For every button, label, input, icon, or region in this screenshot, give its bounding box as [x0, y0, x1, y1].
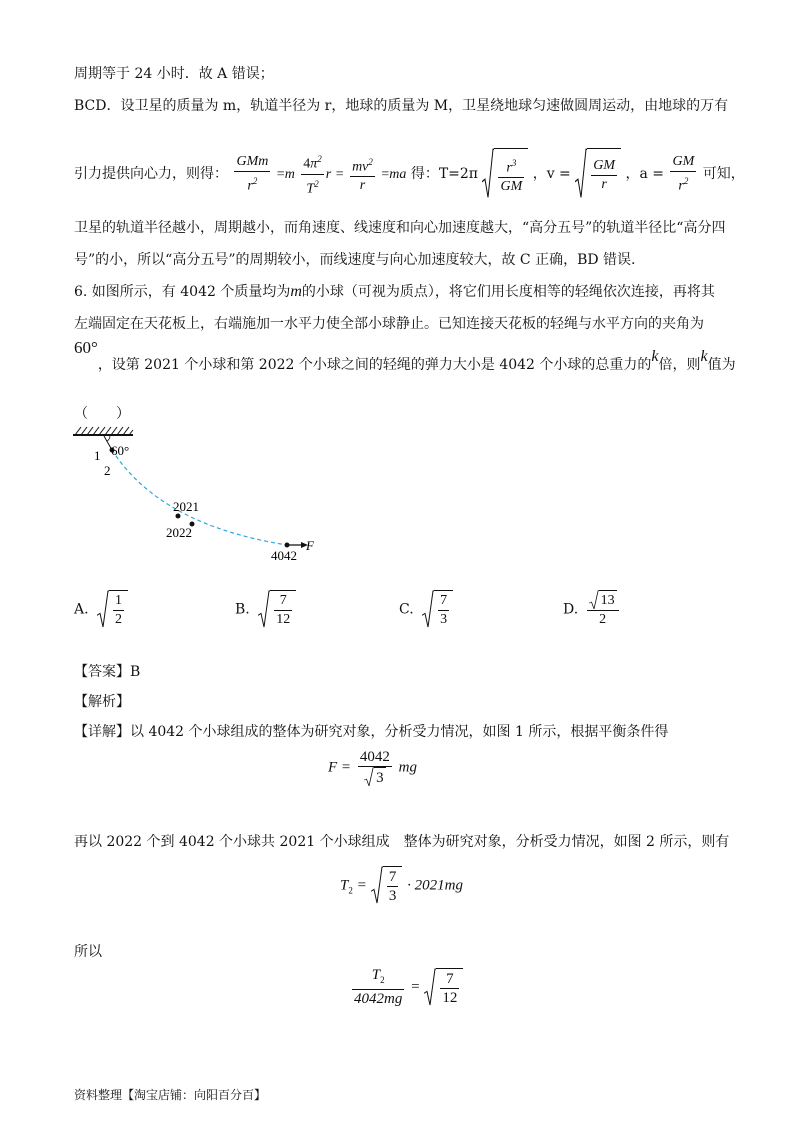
- eq-den: 3: [388, 888, 397, 904]
- text-fragment: 的小球（可视为质点），将它们用长度相等的轻绳依次连接，再将其: [301, 284, 715, 300]
- option-num: 13: [599, 590, 617, 610]
- text-fragment: 得：T=2π: [410, 166, 479, 182]
- text-fragment: 6. 如图所示，有 4042 个质量均为: [74, 284, 291, 300]
- eq-rhs: mg: [398, 759, 417, 776]
- text-line: 周期等于 24 小时．故 A 错误；: [74, 66, 274, 82]
- eq-num: 7: [388, 869, 397, 885]
- text-fragment: ，v =: [532, 166, 571, 182]
- eq-num: 4042: [359, 749, 390, 765]
- angle-arc: [107, 436, 110, 441]
- question-line: [74, 338, 736, 380]
- eq-sub: 2: [380, 975, 385, 985]
- ball-chain-diagram: [70, 425, 350, 570]
- option-den: 2: [599, 612, 607, 627]
- analysis-heading: 【解析】: [74, 694, 130, 710]
- text-fragment: 可知，: [702, 166, 745, 182]
- angle-value: 60°: [74, 338, 98, 357]
- option-den: 3: [440, 612, 448, 627]
- option-a: [74, 590, 128, 629]
- eq-num: T: [371, 967, 381, 983]
- option-b: [235, 590, 296, 629]
- answer-line: 【答案】B: [74, 664, 141, 680]
- option-label: A.: [74, 601, 89, 618]
- text-line: 再以 2022 个到 4042 个小球共 2021 个小球组成 整体为研究对象，分析受力情况，如图 2 所示，则有: [74, 834, 730, 850]
- fraction: $\frac{GM}{r^2}$: [672, 153, 695, 194]
- blank-parentheses: （ ）: [74, 406, 130, 422]
- option-num: 7: [438, 592, 449, 611]
- label-angle: 60°: [111, 443, 130, 458]
- option-den: 2: [115, 612, 123, 627]
- label-ball-1: 1: [94, 448, 101, 463]
- sqrt: [97, 590, 128, 629]
- footer-text: 资料整理【淘宝店铺：向阳百分百】: [74, 1088, 267, 1102]
- text-fragment: 值为: [707, 357, 736, 373]
- symbol-k: k: [700, 348, 708, 365]
- fraction: [352, 966, 404, 1008]
- eq-lhs: T: [340, 877, 349, 894]
- label-ball-2: 2: [104, 463, 111, 478]
- label-force: F: [306, 538, 314, 553]
- equation-2: $T_2$ = $\frac{7}{3}$ · 2021mg: [340, 866, 463, 905]
- fraction: $\frac{mv^2}{r}$: [350, 153, 375, 196]
- chain-curve: [112, 450, 287, 545]
- text-fragment: 引力提供向心力，则得：: [74, 166, 228, 182]
- fraction: [587, 590, 619, 629]
- eq-den: 4042mg: [354, 991, 403, 1007]
- text-fragment: ，a =: [625, 166, 665, 182]
- eq-lhs: F =: [328, 759, 352, 776]
- text-fragment: ，设第 2021 个小球和第 2022 个小球之间的轻绳的弹力大小是 4042 个小球的总重力的: [97, 357, 652, 373]
- eq-sub: 2: [348, 885, 353, 896]
- option-num: 7: [274, 592, 292, 611]
- equation-1: [328, 748, 417, 787]
- text-line: 号”的小，所以“高分五号”的周期较小，而线速度与向心加速度较大，故 C 正确，BD 错误.: [74, 252, 636, 268]
- question-line: [74, 282, 715, 302]
- eq-den: 3: [374, 767, 386, 787]
- fraction: [358, 748, 392, 787]
- ceiling-hatch: [75, 427, 133, 435]
- label-ball-2021: 2021: [173, 499, 199, 514]
- formula-line: 引力提供向心力，则得： $\frac{\text{GMm}}{r^2}$ =m $\frac{4\pi^2}{T^2}$ r = $\frac{mv^2}{r}$ =ma 得：T=2π $\frac{r^3}{GM}$ ，v = $\frac{GM}{r}$ ，a = $\frac{GM}{r^2}$ 可知，: [74, 148, 745, 198]
- question-line: 左端固定在天花板上，右端施加一水平力使全部小球静止。已知连接天花板的轻绳与水平方向的夹角为: [74, 316, 704, 332]
- option-d: [563, 590, 621, 629]
- sqrt: [371, 866, 403, 905]
- text-line: BCD．设卫星的质量为 m，轨道半径为 r，地球的质量为 M，卫星绕地球匀速做圆周运动，由地球的万有: [74, 98, 729, 114]
- text-line: 卫星的轨道半径越小，周期越小，而角速度、线速度和向心加速度越大，“高分五号”的轨道半径比“高分四: [74, 220, 726, 236]
- option-label: D.: [563, 601, 579, 618]
- detail-line: 【详解】以 4042 个小球组成的整体为研究对象，分析受力情况，如图 1 所示，根据平衡条件得: [74, 724, 669, 740]
- label-ball-2022: 2022: [166, 525, 192, 540]
- option-den: 12: [276, 612, 291, 627]
- symbol-m: m: [290, 283, 302, 300]
- option-c: [399, 590, 453, 629]
- eq-den: 12: [442, 989, 458, 1006]
- ball-2021: [176, 514, 181, 519]
- sqrt: $\frac{GM}{r}$: [575, 148, 621, 200]
- fraction: $\frac{\text{GMm}}{r^2}$: [236, 153, 269, 194]
- option-num: 1: [113, 592, 124, 611]
- symbol-k: k: [651, 348, 659, 365]
- sqrt: [258, 590, 296, 629]
- fraction: $\frac{4\pi^2}{T^2}$: [301, 150, 324, 198]
- eq-rhs: · 2021mg: [407, 877, 463, 894]
- text-fragment: 倍，则: [658, 357, 701, 373]
- option-label: C.: [399, 601, 414, 618]
- label-ball-4042: 4042: [271, 548, 297, 563]
- sqrt: $\frac{r^3}{GM}$: [482, 148, 528, 200]
- equation-3: $\frac{T_2}{4042mg}$ = $\frac{7}{12}$: [350, 966, 463, 1008]
- sqrt: [424, 968, 463, 1007]
- option-label: B.: [235, 601, 250, 618]
- text-line: 所以: [74, 944, 102, 960]
- eq-num: 7: [440, 970, 459, 989]
- sqrt: [422, 590, 453, 629]
